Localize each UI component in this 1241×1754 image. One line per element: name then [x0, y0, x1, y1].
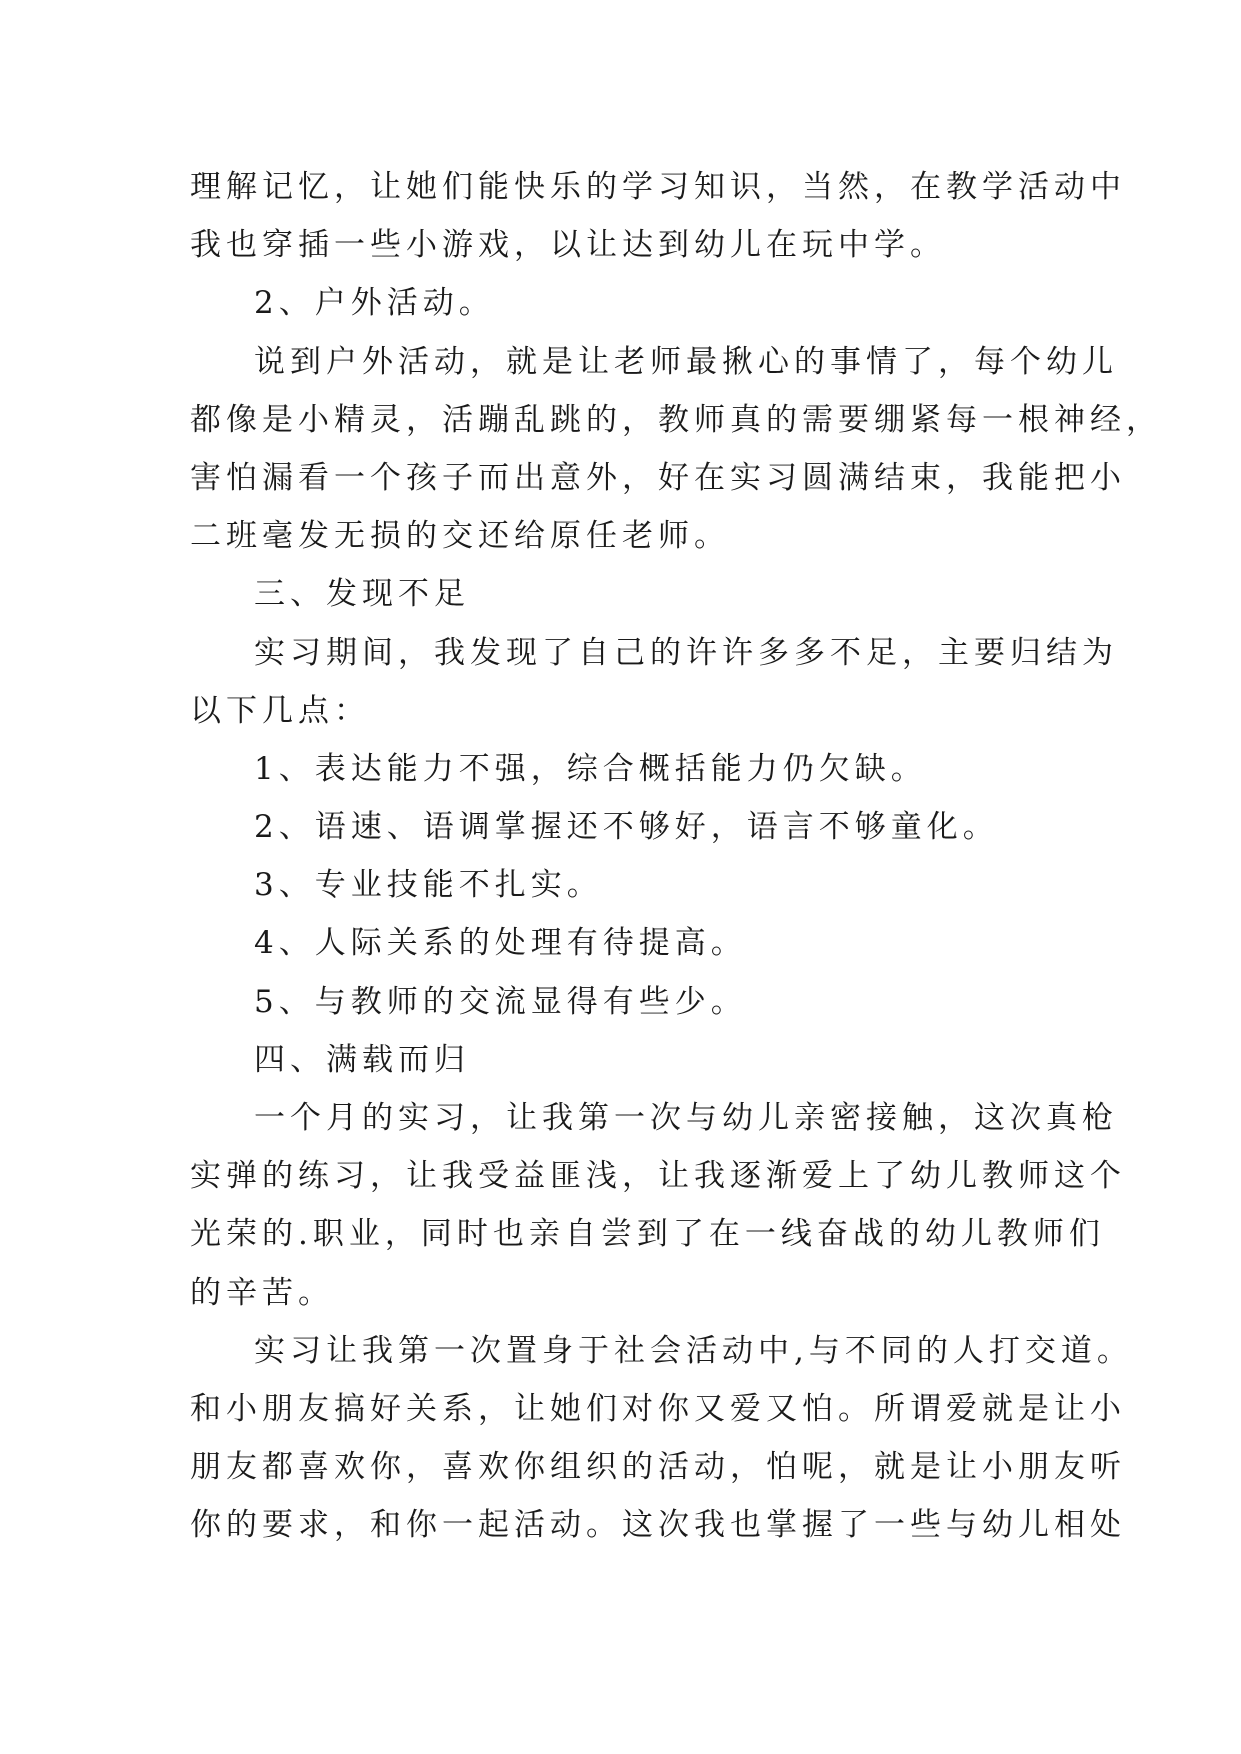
text-line: 理解记忆，让她们能快乐的学习知识，当然，在教学活动中	[190, 169, 1126, 205]
text-line: 实弹的练习，让我受益匪浅，让我逐渐爱上了幼儿教师这个	[190, 1158, 1126, 1195]
list-item-heading: 2、户外活动。	[254, 285, 495, 322]
section-heading: 三、发现不足	[254, 576, 470, 613]
text-line: 都像是小精灵，活蹦乱跳的，教师真的需要绷紧每一根神经，	[190, 401, 1162, 438]
paragraph-start: 一个月的实习，让我第一次与幼儿亲密接触，这次真枪	[254, 1100, 1118, 1136]
list-item: 3、专业技能不扎实。	[254, 867, 603, 904]
paragraph-start: 说到户外活动，就是让老师最揪心的事情了，每个幼儿	[254, 343, 1118, 380]
list-item: 2、语速、语调掌握还不够好，语言不够童化。	[254, 809, 999, 846]
text-line: 以下几点：	[190, 692, 370, 729]
text-line: 光荣的.职业，同时也亲自尝到了在一线奋战的幼儿教师们	[190, 1216, 1105, 1253]
paragraph-start: 实习让我第一次置身于社会活动中,与不同的人打交道。	[254, 1332, 1133, 1369]
text-line: 害怕漏看一个孩子而出意外，好在实习圆满结束，我能把小	[190, 459, 1126, 496]
list-item: 5、与教师的交流显得有些少。	[254, 983, 747, 1020]
text-line: 的辛苦。	[190, 1274, 334, 1311]
text-line: 我也穿插一些小游戏，以让达到幼儿在玩中学。	[190, 227, 946, 264]
document-body	[190, 158, 1162, 1555]
text-line: 你的要求，和你一起活动。这次我也掌握了一些与幼儿相处	[190, 1507, 1126, 1544]
text-line: 朋友都喜欢你，喜欢你组织的活动，怕呢，就是让小朋友听	[190, 1449, 1126, 1486]
text-line: 二班毫发无损的交还给原任老师。	[190, 518, 730, 555]
list-item: 4、人际关系的处理有待提高。	[254, 925, 747, 962]
paragraph-start: 实习期间，我发现了自己的许许多多不足，主要归结为	[254, 634, 1118, 671]
list-item: 1、表达能力不强，综合概括能力仍欠缺。	[254, 750, 927, 787]
text-line: 和小朋友搞好关系，让她们对你又爱又怕。所谓爱就是让小	[190, 1390, 1126, 1427]
section-heading: 四、满载而归	[254, 1041, 470, 1078]
